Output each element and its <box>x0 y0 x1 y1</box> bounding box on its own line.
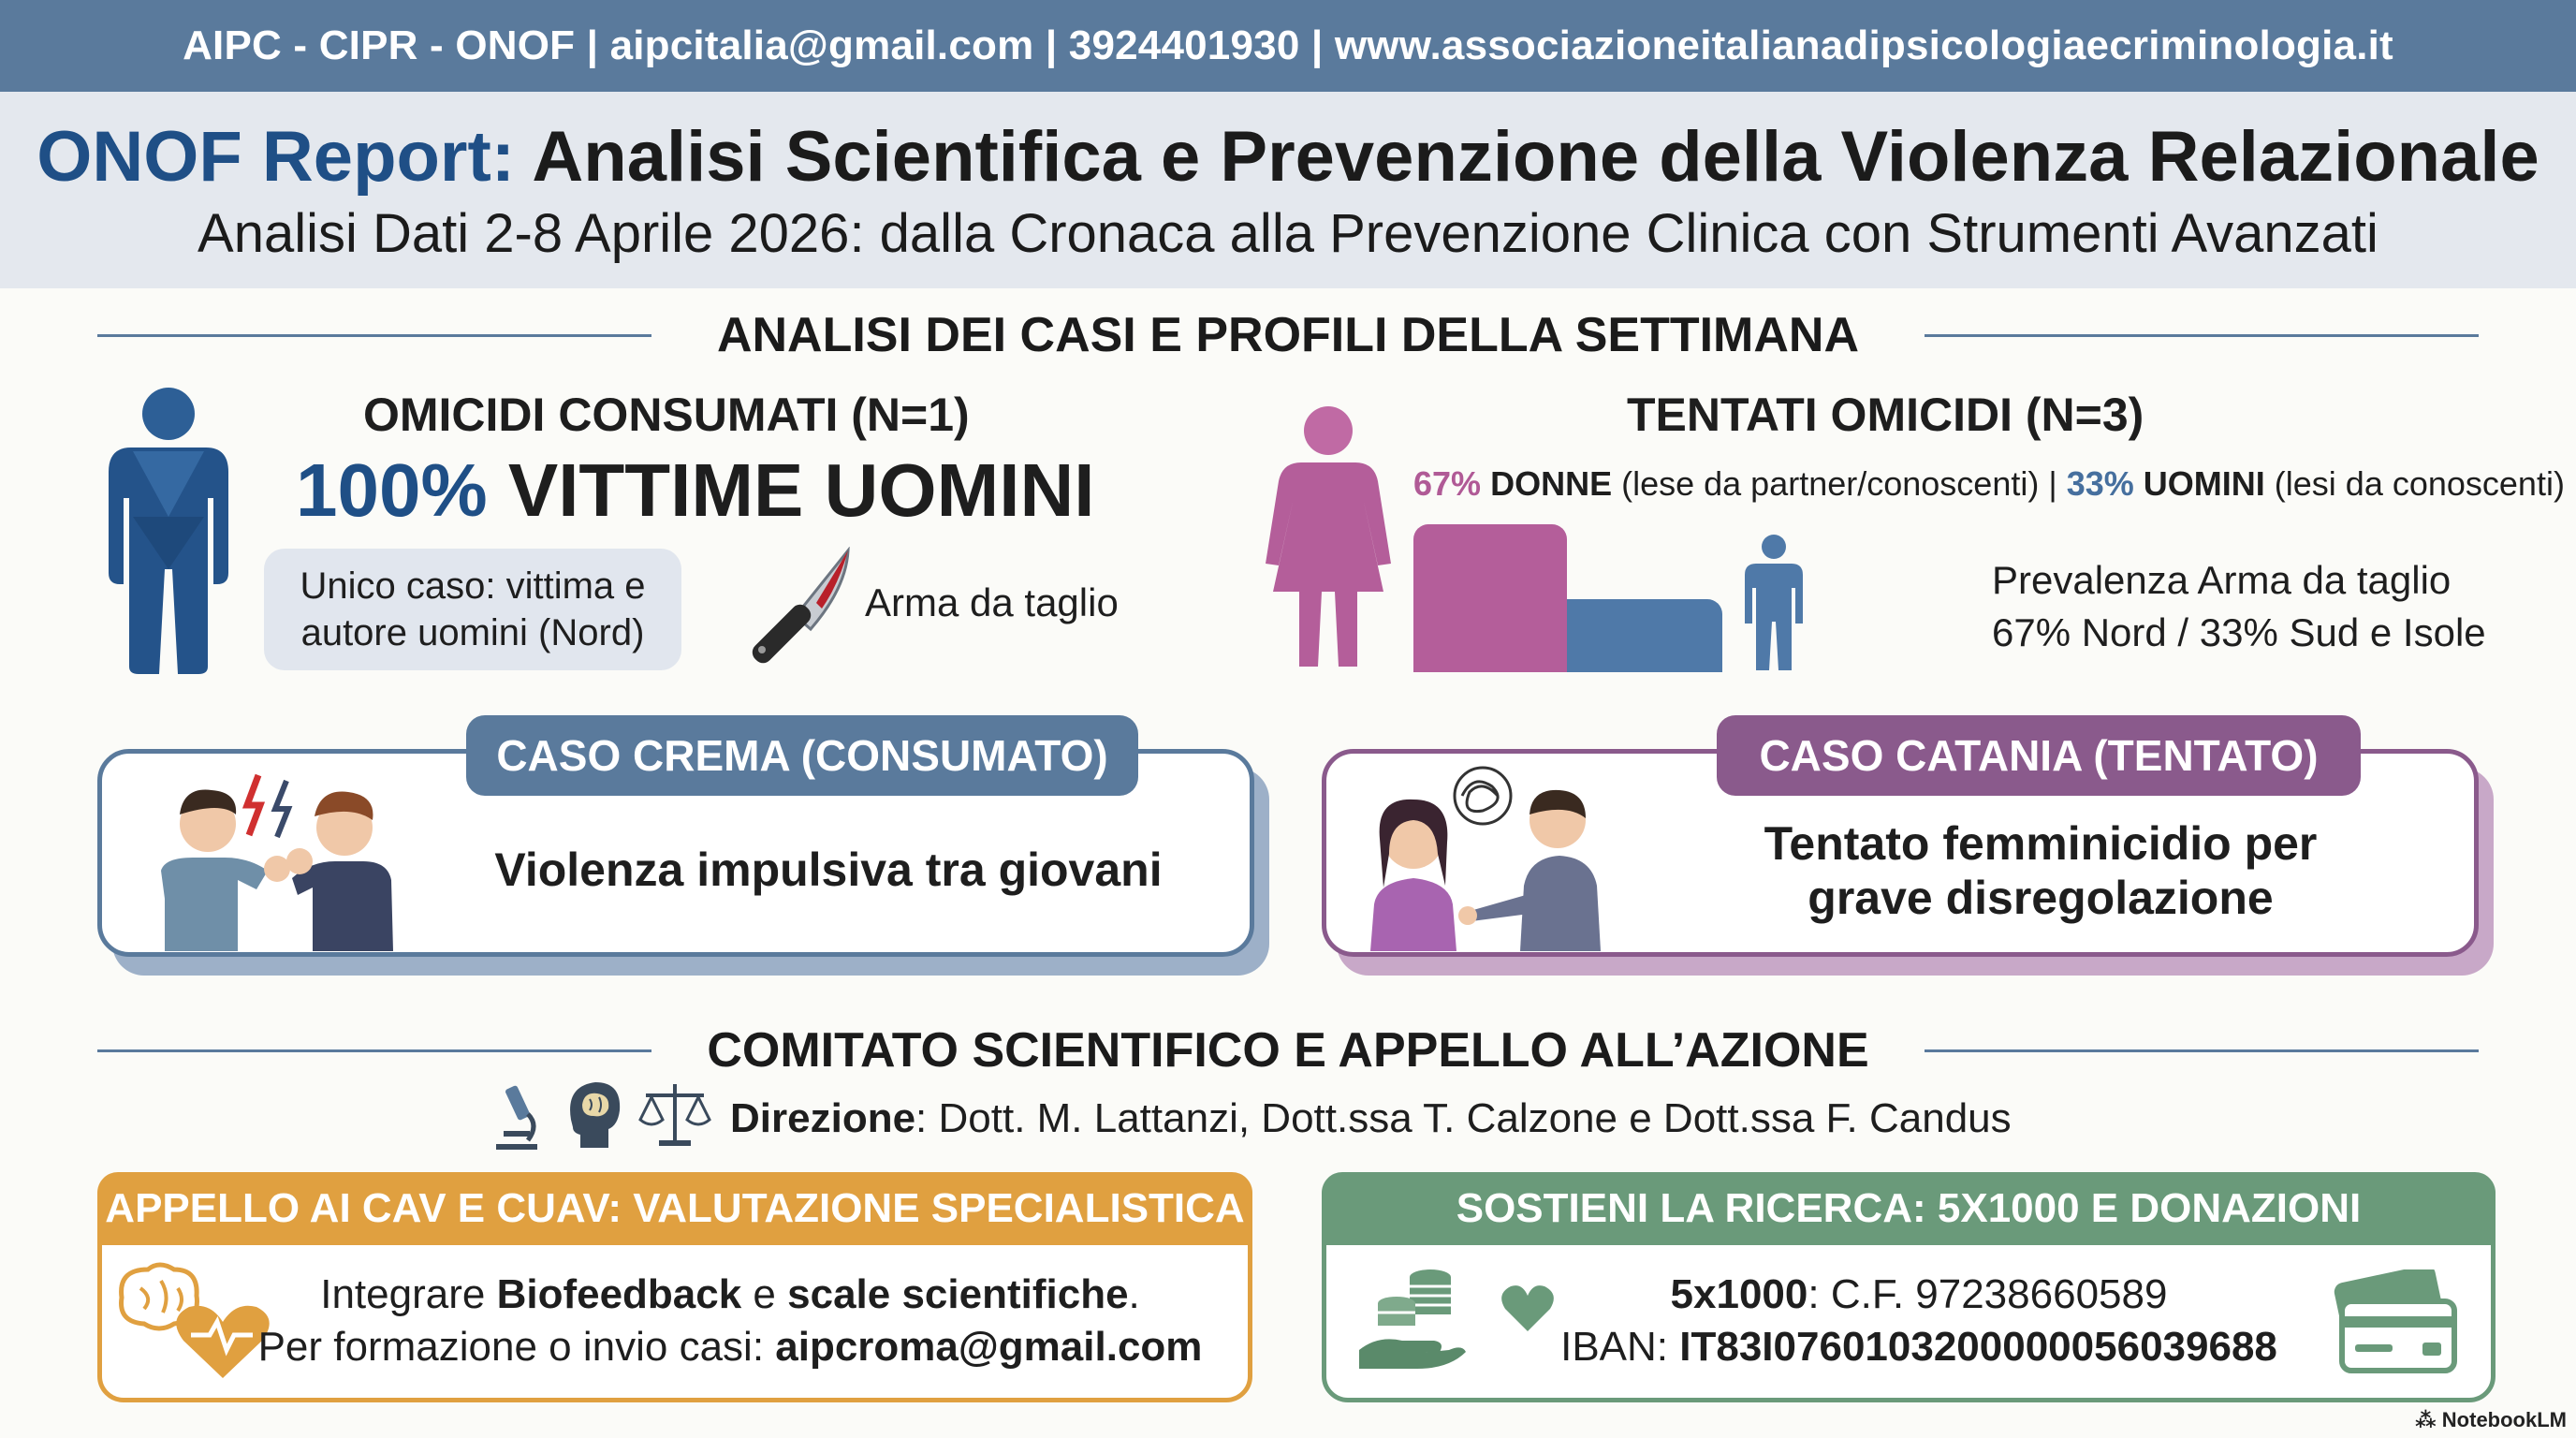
brand-mark <box>2415 1408 2567 1432</box>
female-figure-icon <box>1264 404 1393 670</box>
bar-men <box>1567 599 1722 672</box>
women-label: DONNE <box>1490 464 1613 503</box>
contact-text: AIPC - CIPR - ONOF | aipcitalia@gmail.com | 3924401930 | www.associazioneitalianadipsicologiaecriminologia.it <box>183 22 2393 68</box>
section-title-cases: ANALISI DEI CASI E PROFILI DELLA SETTIMANA <box>716 308 1860 362</box>
appello-scale: scale scientifiche <box>787 1271 1129 1317</box>
prevalence-line-2: 67% Nord / 33% Sud e Isole <box>1992 610 2486 654</box>
brain-head-icon <box>560 1077 625 1152</box>
omicidi-big-num: 100% <box>296 448 488 532</box>
women-note: (lese da partner/conoscenti) | <box>1612 464 2067 503</box>
appello-head: APPELLO AI CAV E CUAV: VALUTAZIONE SPECIALISTICA <box>97 1172 1252 1245</box>
section-rule-right <box>1925 334 2479 337</box>
distressed-couple-icon <box>1352 764 1623 957</box>
omicidi-big-stat <box>296 448 1094 534</box>
tentati-gender-line <box>1413 464 2565 504</box>
title-main: Analisi Scientifica e Prevenzione della Violenza Relazionale <box>515 117 2539 197</box>
men-pct: 33% <box>2066 464 2134 503</box>
omicidi-weapon: Arma da taglio <box>865 580 1119 624</box>
appello-email[interactable]: aipcroma@gmail.com <box>775 1324 1203 1370</box>
women-pct: 67% <box>1413 464 1482 503</box>
page-title <box>0 116 2576 198</box>
gender-bar-chart <box>1413 521 1722 672</box>
top-contact-bar <box>0 0 2576 92</box>
title-accent: ONOF Report: <box>37 117 516 197</box>
direzione-line <box>730 1095 2012 1142</box>
direzione-names: : Dott. M. Lattanzi, Dott.ssa T. Calzone e Dott.ssa F. Candus <box>915 1095 2012 1141</box>
sostieni-cf: : C.F. 97238660589 <box>1808 1271 2168 1317</box>
bar-women <box>1413 524 1567 672</box>
catania-tag: CASO CATANIA (TENTATO) <box>1717 715 2361 796</box>
section-title-committee: COMITATO SCIENTIFICO E APPELLO ALL’AZIONE <box>707 1023 1869 1078</box>
brand-icon: ⁂ <box>2415 1408 2437 1431</box>
male-figure-small-icon <box>1743 534 1805 672</box>
sostieni-line-1 <box>1544 1271 2293 1318</box>
male-figure-icon <box>105 386 232 674</box>
tentati-heading: TENTATI OMICIDI (N=3) <box>1627 389 2144 441</box>
omicidi-case-note: Unico caso: vittima e autore uomini (Nord) <box>264 549 681 670</box>
omicidi-heading: OMICIDI CONSUMATI (N=1) <box>363 389 970 441</box>
scales-icon <box>638 1078 711 1150</box>
crema-tag: CASO CREMA (CONSUMATO) <box>466 715 1138 796</box>
prevalence-line-1: Prevalenza Arma da taglio <box>1992 558 2452 602</box>
catania-text-1: Tentato femminicidio per <box>1764 817 2318 870</box>
coins-hand-icon <box>1355 1264 1468 1372</box>
section-rule-left <box>97 334 651 337</box>
fighting-youths-icon <box>127 768 427 955</box>
appello-biofeedback: Biofeedback <box>496 1271 742 1317</box>
men-label: UOMINI <box>2143 464 2265 503</box>
sostieni-iban: IT83I0760103200000056039688 <box>1679 1324 2277 1370</box>
credit-card-icon <box>2329 1269 2460 1374</box>
sostieni-5x1000: 5x1000 <box>1670 1271 1808 1317</box>
appello-line-2: Per formazione o invio casi: aipcroma@gmail.com <box>257 1324 1203 1370</box>
brand-label: NotebookLM <box>2441 1408 2567 1431</box>
microscope-icon <box>487 1082 543 1152</box>
section2-rule-left <box>97 1049 651 1052</box>
crema-text: Violenza impulsiva tra giovani <box>494 844 1163 896</box>
sostieni-head: SOSTIENI LA RICERCA: 5X1000 E DONAZIONI <box>1322 1172 2496 1245</box>
page-subtitle: Analisi Dati 2-8 Aprile 2026: dalla Cronaca alla Prevenzione Clinica con Strumenti Avanzati <box>198 203 2378 264</box>
direzione-label: Direzione <box>730 1095 916 1141</box>
knife-icon <box>736 547 854 668</box>
catania-text-2: grave disregolazione <box>1808 872 2274 924</box>
omicidi-big-label: VITTIME UOMINI <box>487 448 1095 532</box>
sostieni-line-2: IBAN: IT83I0760103200000056039688 <box>1560 1324 2277 1370</box>
men-note: (lesi da conoscenti) <box>2264 464 2565 503</box>
appello-line-1: Integrare Biofeedback e scale scientifiche. <box>320 1271 1140 1317</box>
section2-rule-right <box>1925 1049 2479 1052</box>
